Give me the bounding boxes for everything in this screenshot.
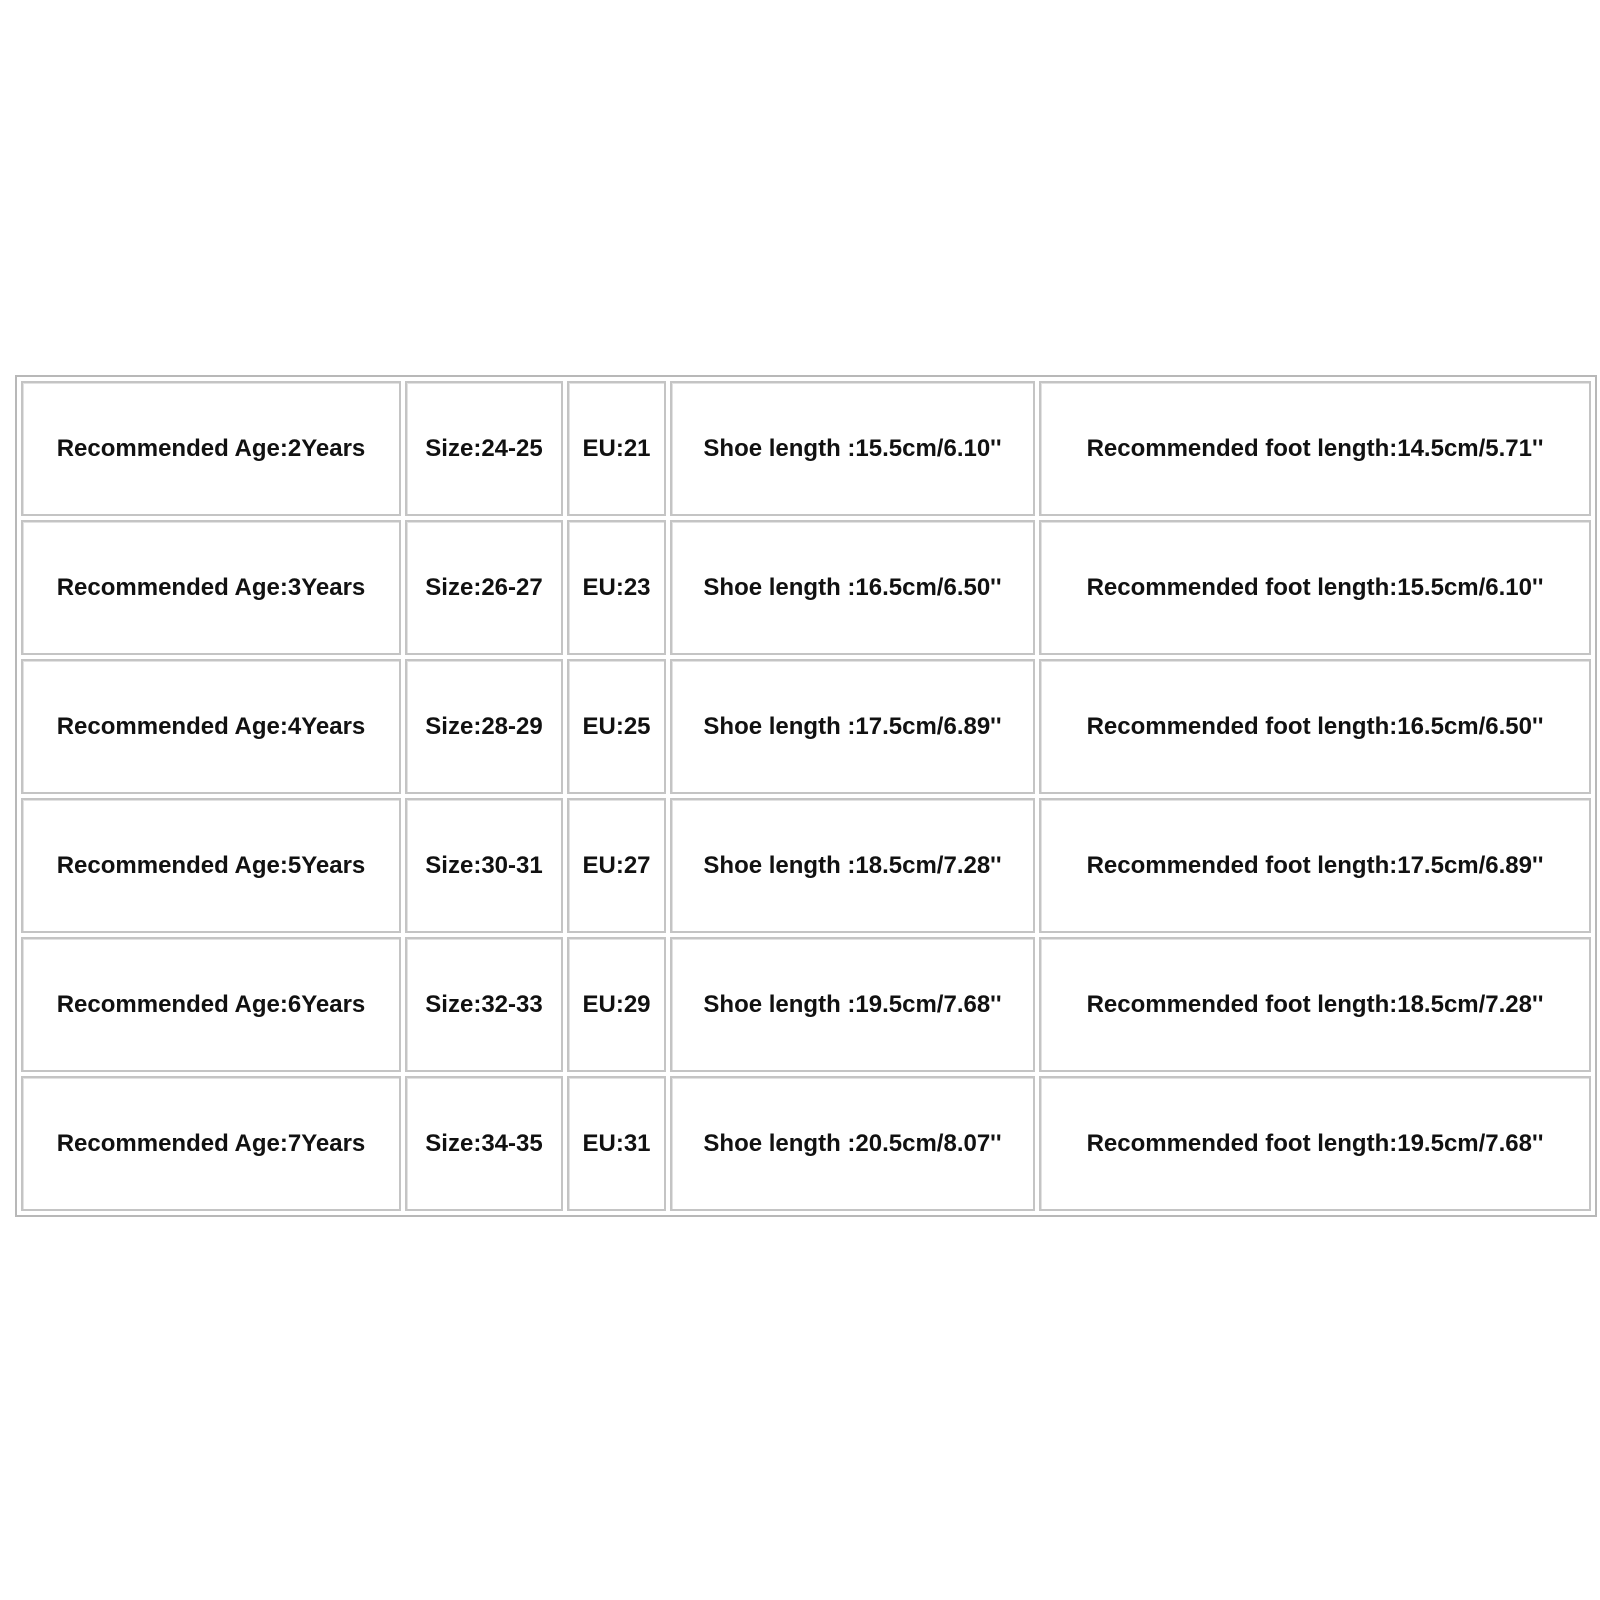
shoe-length-cell: Shoe length :16.5cm/6.50''	[670, 520, 1035, 655]
table-row	[21, 937, 1591, 1072]
size-chart-body	[21, 381, 1591, 1211]
shoe-length-cell: Shoe length :17.5cm/6.89''	[670, 659, 1035, 794]
table-row	[21, 381, 1591, 516]
eu-size-cell: EU:27	[567, 798, 666, 933]
table-row	[21, 520, 1591, 655]
eu-size-cell: EU:31	[567, 1076, 666, 1211]
size-cell: Size:30-31	[405, 798, 563, 933]
table-row	[21, 659, 1591, 794]
size-cell: Size:24-25	[405, 381, 563, 516]
table-row	[21, 1076, 1591, 1211]
age-cell: Recommended Age:4Years	[21, 659, 401, 794]
eu-size-cell: EU:23	[567, 520, 666, 655]
age-cell: Recommended Age:6Years	[21, 937, 401, 1072]
age-cell: Recommended Age:2Years	[21, 381, 401, 516]
age-cell: Recommended Age:5Years	[21, 798, 401, 933]
eu-size-cell: EU:29	[567, 937, 666, 1072]
foot-length-cell: Recommended foot length:17.5cm/6.89''	[1039, 798, 1591, 933]
size-cell: Size:28-29	[405, 659, 563, 794]
size-cell: Size:32-33	[405, 937, 563, 1072]
size-chart-table	[15, 375, 1597, 1217]
shoe-length-cell: Shoe length :20.5cm/8.07''	[670, 1076, 1035, 1211]
age-cell: Recommended Age:3Years	[21, 520, 401, 655]
size-cell: Size:26-27	[405, 520, 563, 655]
eu-size-cell: EU:25	[567, 659, 666, 794]
foot-length-cell: Recommended foot length:18.5cm/7.28''	[1039, 937, 1591, 1072]
eu-size-cell: EU:21	[567, 381, 666, 516]
foot-length-cell: Recommended foot length:16.5cm/6.50''	[1039, 659, 1591, 794]
foot-length-cell: Recommended foot length:15.5cm/6.10''	[1039, 520, 1591, 655]
shoe-length-cell: Shoe length :15.5cm/6.10''	[670, 381, 1035, 516]
shoe-length-cell: Shoe length :19.5cm/7.68''	[670, 937, 1035, 1072]
size-cell: Size:34-35	[405, 1076, 563, 1211]
foot-length-cell: Recommended foot length:14.5cm/5.71''	[1039, 381, 1591, 516]
foot-length-cell: Recommended foot length:19.5cm/7.68''	[1039, 1076, 1591, 1211]
shoe-length-cell: Shoe length :18.5cm/7.28''	[670, 798, 1035, 933]
table-row	[21, 798, 1591, 933]
age-cell: Recommended Age:7Years	[21, 1076, 401, 1211]
